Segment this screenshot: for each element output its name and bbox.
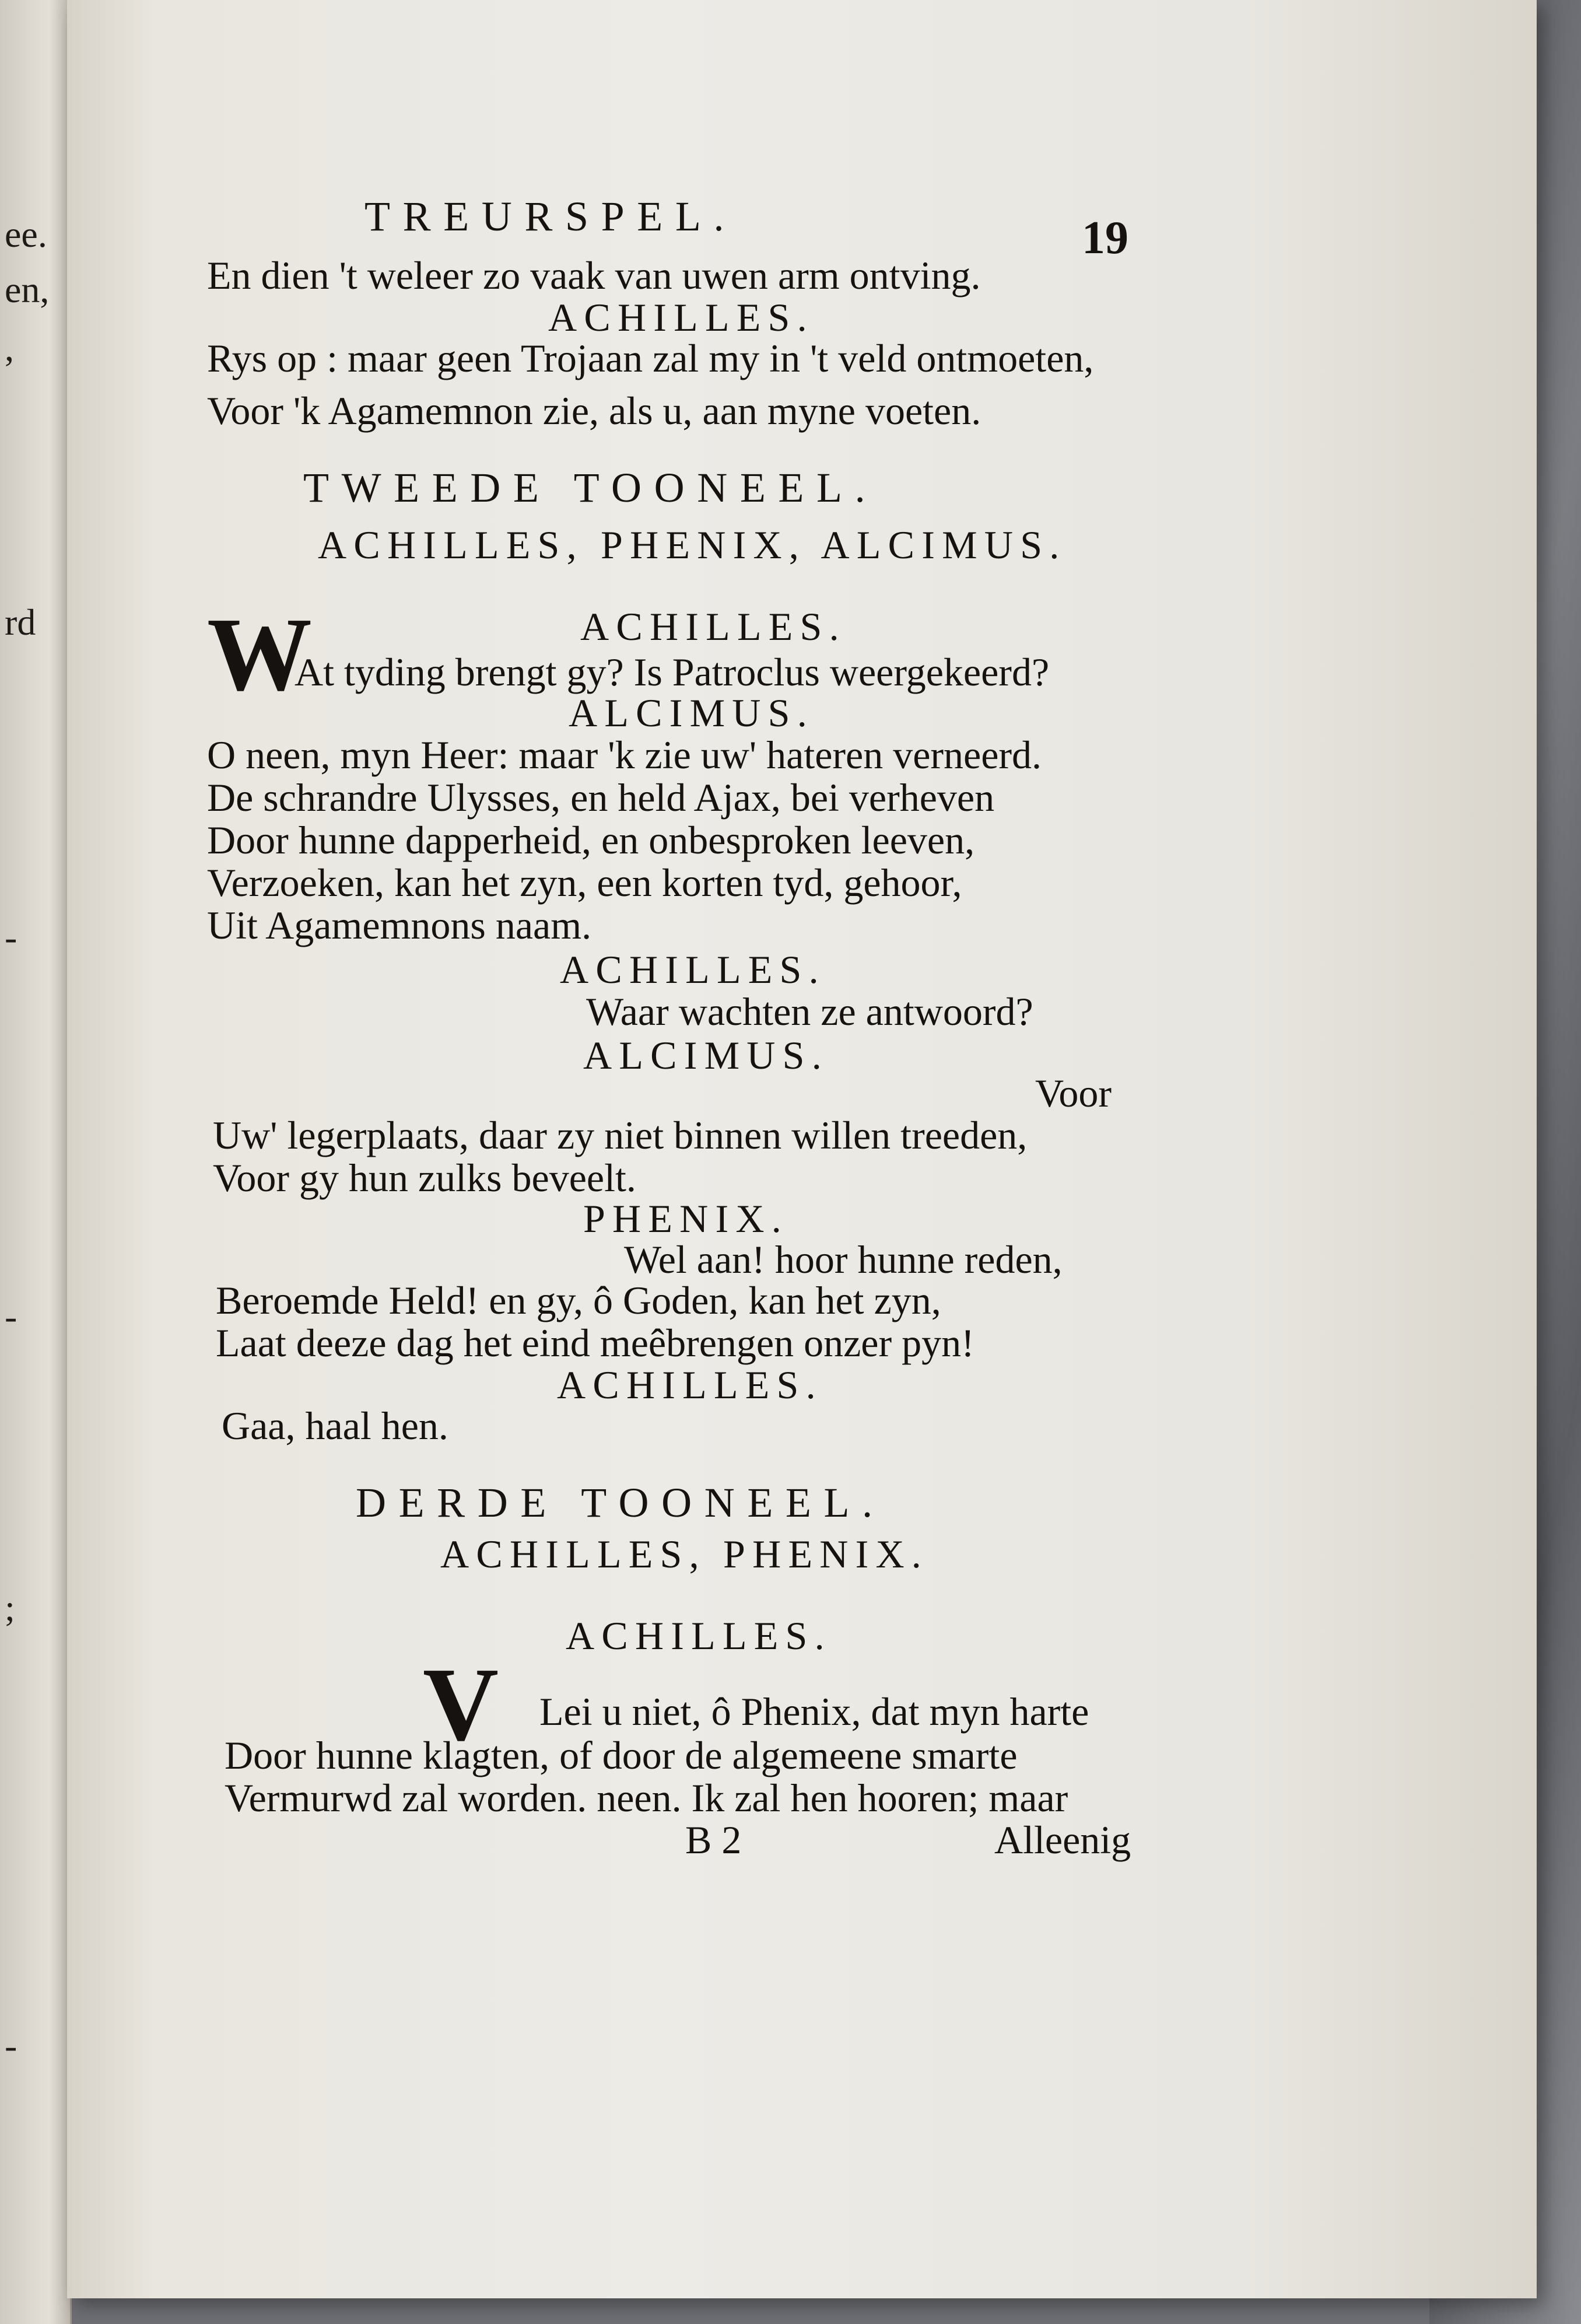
verse-line: Beroemde Held! en gy, ô Goden, kan het zyn, bbox=[216, 1278, 941, 1322]
cast-list: ACHILLES, PHENIX, ALCIMUS. bbox=[318, 523, 1067, 567]
verse-line: Door hunne klagten, of door de algemeene smarte bbox=[225, 1733, 1018, 1777]
facing-page-edge bbox=[0, 0, 72, 2324]
signature-mark: B 2 bbox=[685, 1818, 742, 1862]
verse-line: Door hunne dapperheid, en onbesproken leeven, bbox=[207, 818, 975, 862]
verse-line: O neen, myn Heer: maar 'k zie uw' hateren verneerd. bbox=[207, 733, 1042, 777]
drop-capital: V bbox=[423, 1646, 499, 1762]
verse-line: Waar wachten ze antwoord? bbox=[586, 989, 1033, 1034]
speaker-label: ACHILLES. bbox=[580, 604, 846, 649]
book-page bbox=[67, 0, 1537, 2298]
verse-line: Uit Agamemnons naam. bbox=[207, 903, 592, 947]
facing-page-fragment: - bbox=[5, 916, 17, 958]
facing-page-fragment: - bbox=[5, 2025, 17, 2066]
facing-page-fragment: rd bbox=[5, 601, 36, 643]
scene-heading: TWEEDE TOONEEL. bbox=[303, 464, 878, 511]
verse-line: Wel aan! hoor hunne reden, bbox=[624, 1237, 1063, 1282]
speaker-label: ACHILLES. bbox=[566, 1614, 832, 1658]
verse-line: Uw' legerplaats, daar zy niet binnen willen treeden, bbox=[213, 1113, 1028, 1157]
facing-page-fragment: ee. bbox=[5, 214, 47, 255]
verse-line: Voor bbox=[1035, 1071, 1112, 1115]
verse-line: Rys op : maar geen Trojaan zal my in 't veld ontmoeten, bbox=[207, 336, 1094, 380]
speaker-label: ALCIMUS. bbox=[569, 691, 814, 735]
running-head-title: TREURSPEL. bbox=[364, 193, 737, 240]
speaker-label: PHENIX. bbox=[583, 1196, 789, 1241]
verse-line: Vermurwd zal worden. neen. Ik zal hen hooren; maar bbox=[225, 1776, 1068, 1820]
verse-line: Gaa, haal hen. bbox=[222, 1404, 448, 1448]
facing-page-fragment: en, bbox=[5, 269, 50, 310]
speaker-label: ACHILLES. bbox=[548, 295, 814, 340]
verse-line: Voor 'k Agamemnon zie, als u, aan myne voeten. bbox=[207, 388, 981, 433]
facing-page-fragment: ; bbox=[5, 1587, 15, 1629]
verse-line: Lei u niet, ô Phenix, dat myn harte bbox=[539, 1689, 1089, 1734]
verse-line: Voor gy hun zulks beveelt. bbox=[213, 1156, 636, 1200]
facing-page-fragment: , bbox=[5, 327, 14, 369]
verse-line: De schrandre Ulysses, en held Ajax, bei verheven bbox=[207, 775, 995, 820]
verse-line: En dien 't weleer zo vaak van uwen arm ontving. bbox=[207, 253, 981, 298]
scene-heading: DERDE TOONEEL. bbox=[356, 1479, 885, 1526]
cast-list: ACHILLES, PHENIX. bbox=[440, 1532, 929, 1576]
catchword: Alleenig bbox=[994, 1818, 1131, 1862]
speaker-label: ACHILLES. bbox=[557, 1363, 823, 1407]
page-number: 19 bbox=[1082, 212, 1128, 264]
speaker-label: ACHILLES. bbox=[560, 947, 826, 992]
verse-line: Verzoeken, kan het zyn, een korten tyd, gehoor, bbox=[207, 860, 962, 905]
drop-capital: W bbox=[207, 596, 312, 712]
verse-line: At tyding brengt gy? Is Patroclus weergekeerd? bbox=[295, 650, 1050, 694]
facing-page-fragment: - bbox=[5, 1296, 17, 1337]
speaker-label: ALCIMUS. bbox=[583, 1033, 829, 1077]
verse-line: Laat deeze dag het eind meêbrengen onzer pyn! bbox=[216, 1321, 974, 1365]
